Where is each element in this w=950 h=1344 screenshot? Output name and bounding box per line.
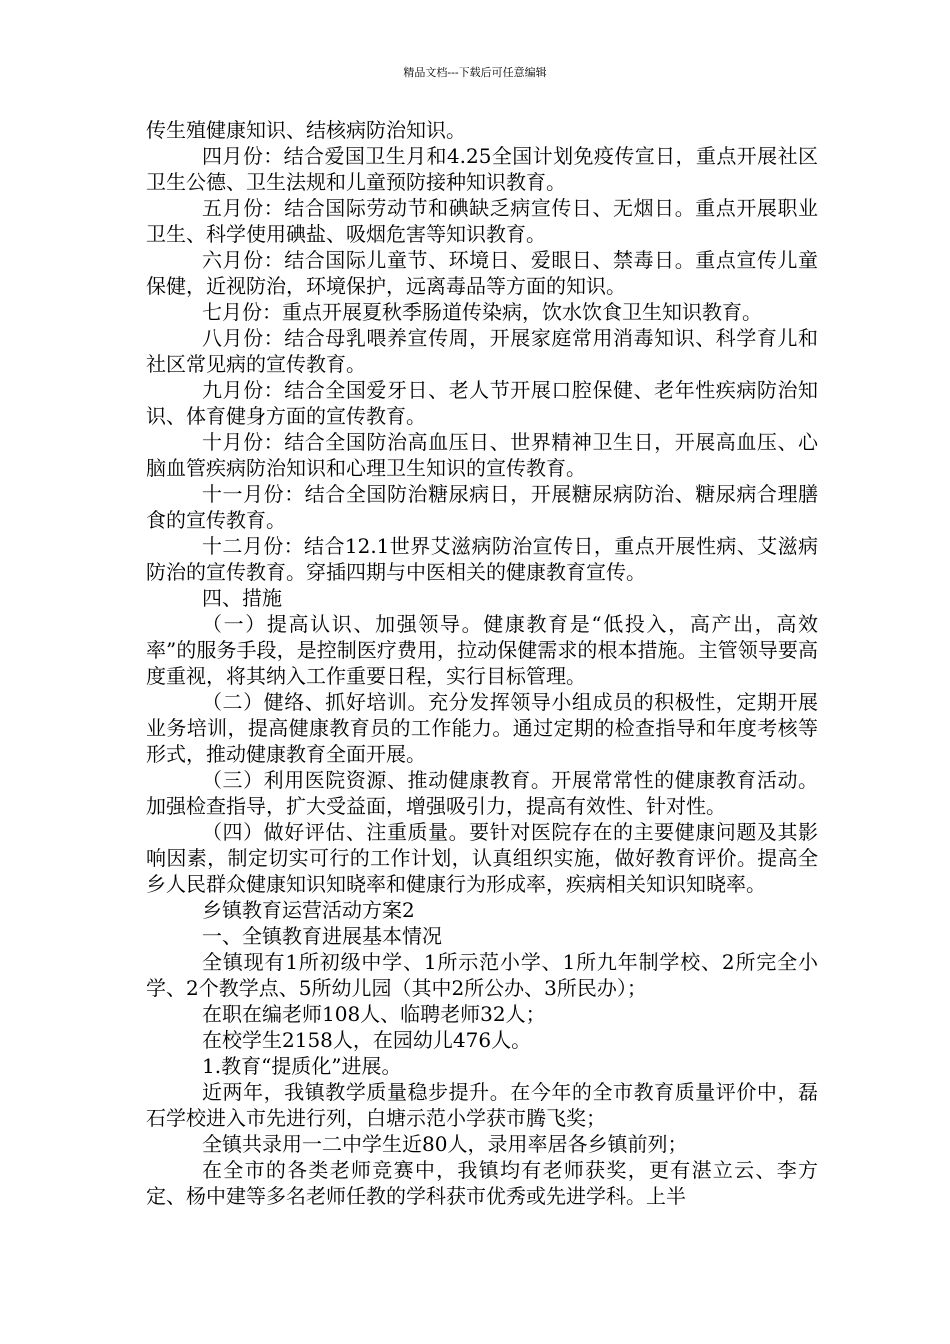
paragraph: 十月份：结合全国防治高血压日、世界精神卫生日，开展高血压、心脑血管疾病防治知识和心理卫生知识的宣传教育。 [146,430,818,480]
paragraph: （三）利用医院资源、推动健康教育。开展常常性的健康教育活动。加强检查指导，扩大受益面，增强吸引力，提高有效性、针对性。 [146,768,818,818]
paragraph: 十二月份：结合12.1世界艾滋病防治宣传日，重点开展性病、艾滋病防治的宣传教育。穿插四期与中医相关的健康教育宣传。 [146,534,818,584]
paragraph: （一）提高认识、加强领导。健康教育是“低投入，高产出，高效率”的服务手段，是控制医疗费用，拉动保健需求的根本措施。主管领导要高度重视，将其纳入工作重要日程，实行目标管理。 [146,612,818,688]
paragraph: （二）健络、抓好培训。充分发挥领导小组成员的积极性，定期开展业务培训，提高健康教育员的工作能力。通过定期的检查指导和年度考核等形式，推动健康教育全面开展。 [146,690,818,766]
paragraph: 全镇现有1所初级中学、1所示范小学、1所九年制学校、2所完全小学、2个教学点、5所幼儿园（其中2所公办、3所民办）； [146,950,818,1000]
paragraph: 全镇共录用一二中学生近80人，录用率居各乡镇前列； [202,1132,688,1156]
paragraph: 近两年，我镇教学质量稳步提升。在今年的全市教育质量评价中，磊石学校进入市先进行列，白塘示范小学获市腾飞奖； [146,1080,818,1130]
paragraph: 在校学生2158人，在园幼儿476人。 [202,1028,532,1052]
paragraph: 六月份：结合国际儿童节、环境日、爱眼日、禁毒日。重点宣传儿童保健，近视防治，环境保护，远离毒品等方面的知识。 [146,248,818,298]
document-body [146,117,818,1209]
paragraph: 传生殖健康知识、结核病防治知识。 [146,118,466,142]
page-header: 精品文档---下载后可任意编辑 [403,66,547,79]
paragraph: 九月份：结合全国爱牙日、老人节开展口腔保健、老年性疾病防治知识、体育健身方面的宣传教育。 [146,378,818,428]
paragraph: 五月份：结合国际劳动节和碘缺乏病宣传日、无烟日。重点开展职业卫生、科学使用碘盐、吸烟危害等知识教育。 [146,196,818,246]
paragraph: 在全市的各类老师竞赛中，我镇均有老师获奖，更有湛立云、李方定、杨中建等多名老师任教的学科获市优秀或先进学科。上半 [146,1158,818,1208]
subsection-heading: 1.教育“提质化”进展。 [202,1054,402,1078]
paragraph: 八月份：结合母乳喂养宣传周，开展家庭常用消毒知识、科学育儿和社区常见病的宣传教育。 [146,326,818,376]
paragraph: 十一月份：结合全国防治糖尿病日，开展糖尿病防治、糖尿病合理膳食的宣传教育。 [146,482,818,532]
paragraph: 七月份：重点开展夏秋季肠道传染病，饮水饮食卫生知识教育。 [202,300,762,324]
paragraph: （四）做好评估、注重质量。要针对医院存在的主要健康问题及其影响因素，制定切实可行的工作计划，认真组织实施，做好教育评价。提高全乡人民群众健康知识知晓率和健康行为形成率，疾病相关知识知晓率。 [146,820,818,896]
document-title: 乡镇教育运营活动方案2 [202,898,415,922]
section-heading: 一、全镇教育进展基本情况 [202,924,442,948]
section-heading: 四、措施 [202,586,282,610]
paragraph: 在职在编老师108人、临聘老师32人； [202,1002,546,1026]
paragraph: 四月份：结合爱国卫生月和4.25全国计划免疫传宣日，重点开展社区卫生公德、卫生法规和儿童预防接种知识教育。 [146,144,818,194]
